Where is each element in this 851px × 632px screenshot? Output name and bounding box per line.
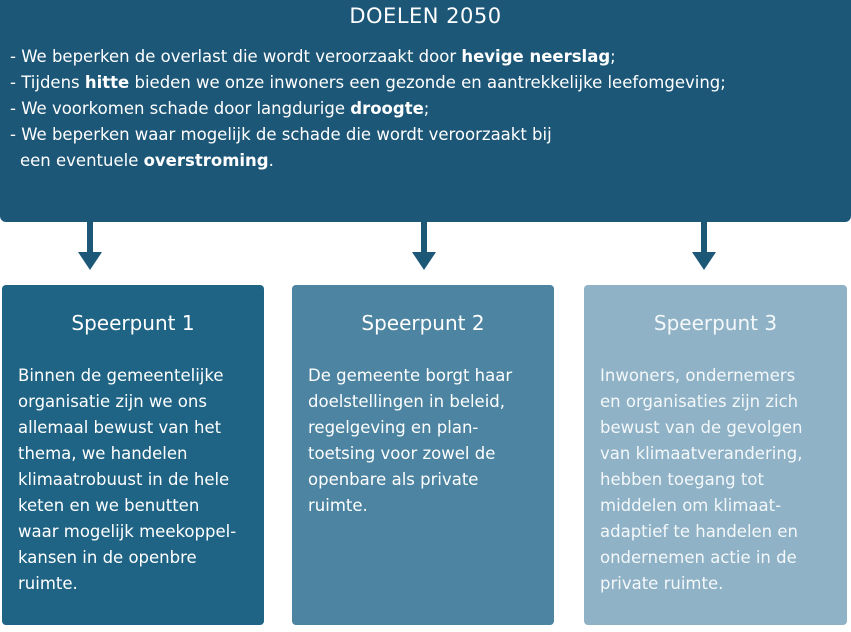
goal-text: - We beperken waar mogelijk de schade die wordt veroorzaakt bij (10, 125, 552, 144)
spearhead-card-3 (584, 285, 847, 625)
goal-text-end: ; (610, 47, 616, 66)
goals-box (0, 0, 851, 222)
goal-text-end: . (268, 151, 274, 170)
spearhead-title: Speerpunt 2 (361, 311, 485, 335)
arrow-down-icon (692, 222, 716, 272)
spearhead-text: Binnen de gemeentelijke organisatie zijn we ons allemaal bewust van het thema, we handelen klimaatrobuust in de hele keten en we benutten waar mogelijk meekoppel- kansen in de openbre ruimte. (18, 366, 237, 593)
goals-title: DOELEN 2050 (349, 4, 502, 28)
goal-text: - Tijdens (10, 73, 85, 92)
arrow-down-icon (78, 222, 102, 272)
goal-keyword: hitte (84, 73, 130, 92)
spearhead-text: De gemeente borgt haar doelstellingen in beleid, regelgeving en plan- toetsing voor zowel de openbare als private ruimte. (308, 366, 513, 515)
spearhead-card-1 (2, 285, 264, 625)
spearhead-text: Inwoners, ondernemers en organisaties zijn zich bewust van de gevolgen van klimaatverandering, hebben toegang tot middelen om klimaat- adaptief te handelen en ondernemen actie in de private ruimte. (600, 366, 803, 593)
goal-item (10, 122, 840, 174)
spearhead-title: Speerpunt 1 (71, 311, 195, 335)
goal-continuation (10, 148, 840, 174)
arrow-down-icon (412, 222, 436, 272)
goal-item (10, 44, 840, 70)
spearhead-card-2 (292, 285, 554, 625)
goal-keyword: overstroming (143, 151, 269, 170)
goals-list (10, 44, 840, 174)
goal-text-end: bieden we onze inwoners een gezonde en aantrekkelijke leefomgeving; (129, 73, 726, 92)
spearhead-title: Speerpunt 3 (653, 311, 778, 335)
goal-keyword: droogte (350, 99, 424, 118)
goal-text: - We beperken de overlast die wordt veroorzaakt door (10, 47, 462, 66)
goal-text: - We voorkomen schade door langdurige (10, 99, 351, 118)
goal-keyword: hevige neerslag (461, 47, 611, 66)
goal-text-end: ; (423, 99, 430, 118)
goal-item (10, 96, 840, 122)
goal-item (10, 70, 840, 96)
goal-text: een eventuele (20, 151, 144, 170)
